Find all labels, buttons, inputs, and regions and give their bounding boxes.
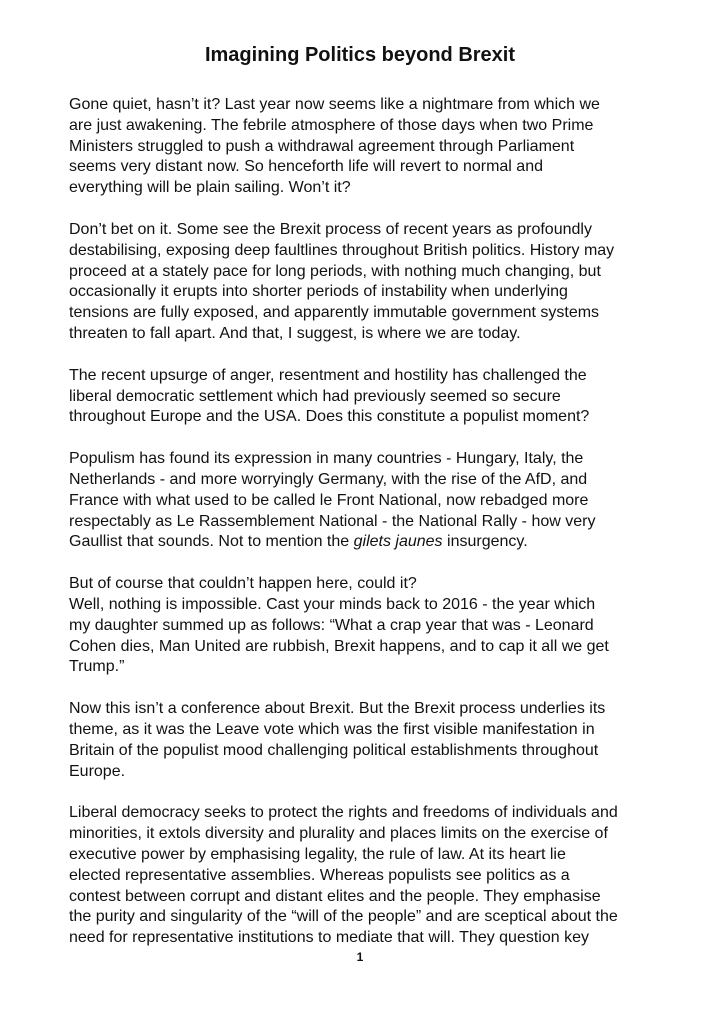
text-line: respectably as Le Rassemblement National - the National Rally - how very [69, 512, 596, 530]
italic-phrase: gilets jaunes [353, 533, 443, 551]
paragraph-5 [69, 574, 669, 678]
text-line: throughout Europe and the USA. Does this constitute a populist moment? [69, 408, 590, 426]
text-line: Europe. [69, 762, 126, 780]
paragraph-2 [69, 220, 669, 345]
text-line: Populism has found its expression in many countries - Hungary, Italy, the [69, 450, 584, 468]
text-line: Well, nothing is impossible. Cast your minds back to 2016 - the year which [69, 595, 596, 613]
text-line: liberal democratic settlement which had previously seemed so secure [69, 387, 561, 405]
paragraph-7 [69, 803, 669, 949]
text-line: France with what used to be called le Front National, now rebadged more [69, 491, 589, 509]
text-line: Britain of the populist mood challenging political establishments throughout [69, 741, 599, 759]
text-line: minorities, it extols diversity and plurality and places limits on the exercise of [69, 825, 608, 843]
text-line: threaten to fall apart. And that, I suggest, is where we are today. [69, 324, 521, 342]
text-line: need for representative institutions to mediate that will. They question key [69, 929, 589, 947]
text-line: Don’t bet on it. Some see the Brexit process of recent years as profoundly [69, 220, 592, 238]
text-line: Liberal democracy seeks to protect the rights and freedoms of individuals and [69, 804, 618, 822]
page-title: Imagining Politics beyond Brexit [204, 44, 516, 66]
text-line: The recent upsurge of anger, resentment and hostility has challenged the [69, 366, 587, 384]
text-line: seems very distant now. So henceforth life will revert to normal and [69, 158, 543, 176]
text-line: theme, as it was the Leave vote which was the first visible manifestation in [69, 720, 595, 738]
text-line: Trump.” [69, 658, 125, 676]
text-line: destabilising, exposing deep faultlines throughout British politics. History may [69, 241, 615, 259]
paragraph-3 [69, 366, 669, 428]
text-line: Now this isn’t a conference about Brexit. But the Brexit process underlies its [69, 700, 606, 718]
text-line: tensions are fully exposed, and apparently immutable government systems [69, 304, 600, 322]
text-line: Ministers struggled to push a withdrawal agreement through Parliament [69, 137, 575, 155]
text-line: the purity and singularity of the “will of the people” and are sceptical about the [69, 908, 618, 926]
paragraph-1 [69, 95, 669, 199]
text-segment: insurgency. [442, 533, 528, 551]
text-line: occasionally it erupts into shorter periods of instability when underlying [69, 283, 568, 301]
text-line: everything will be plain sailing. Won’t it? [69, 179, 351, 197]
page-number: 1 [356, 950, 364, 964]
text-line: Gone quiet, hasn’t it? Last year now seems like a nightmare from which we [69, 96, 600, 113]
text-line: executive power by emphasising legality, the rule of law. At its heart lie [69, 845, 566, 863]
paragraph-4 [69, 449, 669, 553]
paragraph-6 [69, 699, 669, 782]
text-line: are just awakening. The febrile atmosphere of those days when two Prime [69, 116, 594, 134]
document-body [69, 95, 669, 949]
text-line: elected representative assemblies. Whereas populists see politics as a [69, 866, 570, 884]
text-line: proceed at a stately pace for long periods, with nothing much changing, but [69, 262, 601, 280]
text-line: Cohen dies, Man United are rubbish, Brexit happens, and to cap it all we get [69, 637, 609, 655]
text-segment: Gaullist that sounds. Not to mention the [69, 533, 354, 551]
text-line: But of course that couldn’t happen here, could it? [69, 575, 417, 593]
text-line-mixed [69, 532, 669, 553]
text-line: my daughter summed up as follows: “What a crap year that was - Leonard [69, 616, 594, 634]
text-line: contest between corrupt and distant elites and the people. They emphasise [69, 887, 601, 905]
text-line: Netherlands - and more worryingly Germany, with the rise of the AfD, and [69, 470, 588, 488]
